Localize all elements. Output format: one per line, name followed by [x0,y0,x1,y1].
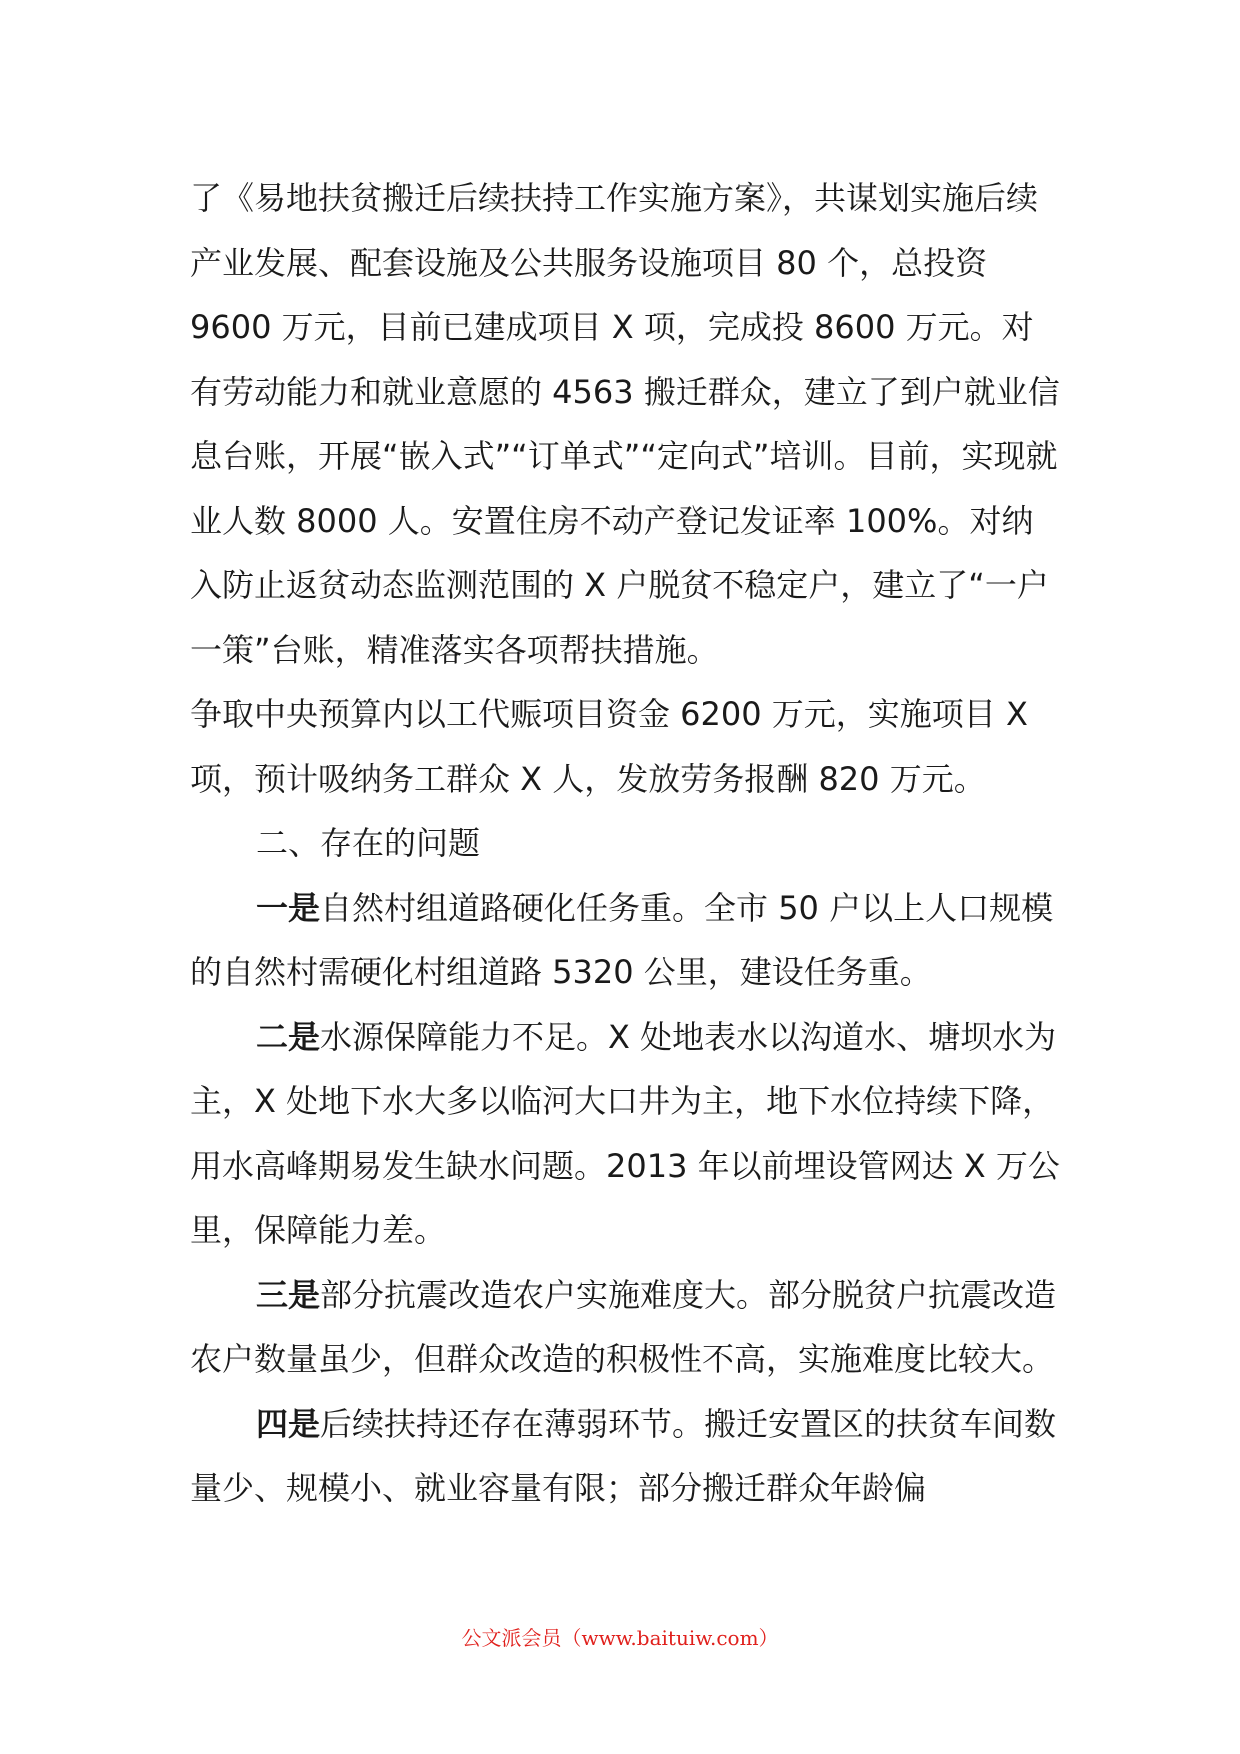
issue-text: 部分抗震改造农户实施难度大。部分脱贫户抗震改造农户数量虽少，但群众改造的积极性不高，实施难度比较大。 [190,1275,1057,1378]
issue-lead: 三是 [256,1275,321,1314]
issue-text: 后续扶持还存在薄弱环节。搬迁安置区的扶贫车间数量少、规模小、就业容量有限；部分搬迁群众年龄偏 [190,1404,1057,1507]
paragraph-continued: 了《易地扶贫搬迁后续扶持工作实施方案》，共谋划实施后续产业发展、配套设施及公共服务设施项目 80 个，总投资 9600 万元，目前已建成项目 X 项，完成投 8600 万元。对有劳动能力和就业意愿的 4563 搬迁群众，建立了到户就业信息台账，开展“嵌入式”“订单式”“定向式”培训。目前，实现就业人数 8000 人。安置住房不动产登记发证率 100%。对纳入防止返贫动态监测范围的 X 户脱贫不稳定户，建立了“一户一策”台账，精准落实各项帮扶措施。 [190,179,1060,669]
section-heading-problems: 二、存在的问题 [256,824,481,862]
issue-text: 自然村组道路硬化任务重。全市 50 户以上人口规模的自然村需硬化村组道路 5320 公里，建设任务重。 [190,888,1054,991]
document-body [190,166,1060,1521]
issue-lead: 一是 [256,888,321,927]
footer-watermark[interactable]: 公文派会员（www.baituiw.com） [461,1626,779,1650]
issue-paragraph-4 [190,1392,1060,1521]
paragraph-work-relief: 争取中央预算内以工代赈项目资金 6200 万元，实施项目 X 项，预计吸纳务工群众 X 人，发放劳务报酬 820 万元。 [190,695,1028,798]
issue-paragraph-1 [190,876,1060,1005]
issue-lead: 四是 [256,1404,321,1443]
issue-text: 水源保障能力不足。X 处地表水以沟道水、塘坝水为主，X 处地下水大多以临河大口井为主，地下水位持续下降，用水高峰期易发生缺水问题。2013 年以前埋设管网达 X 万公里，保障能力差。 [190,1017,1060,1249]
issue-paragraph-2 [190,1005,1060,1263]
issue-lead: 二是 [256,1017,321,1056]
issue-paragraph-3 [190,1263,1060,1392]
